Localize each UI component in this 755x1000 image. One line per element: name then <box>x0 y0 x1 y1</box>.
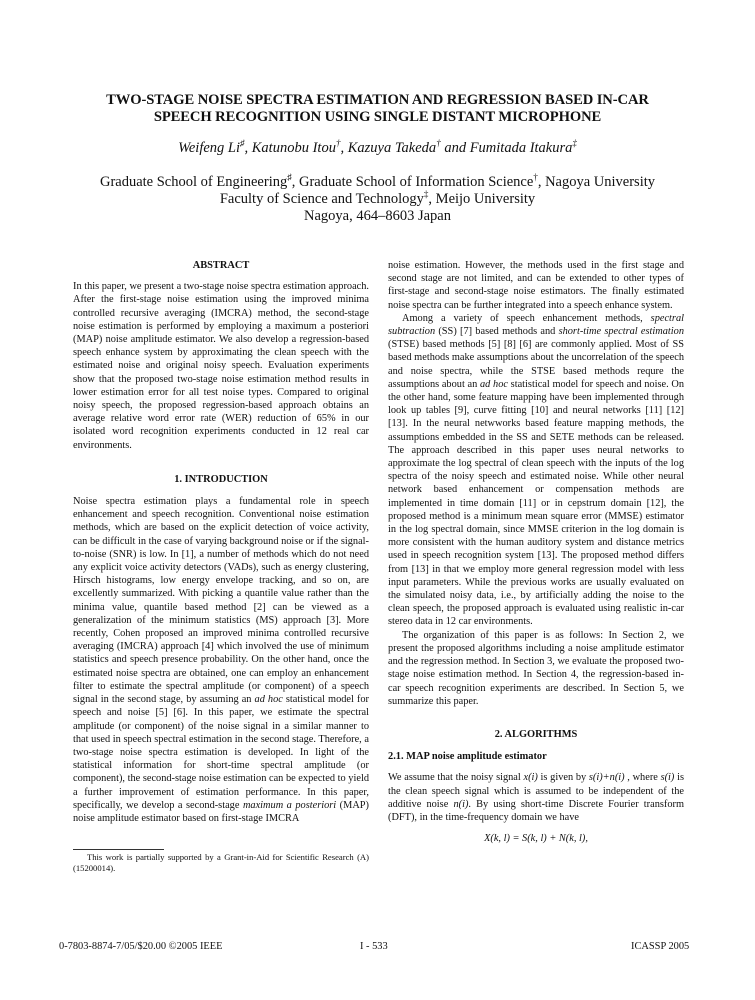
introduction-paragraph-3: The organization of this paper is as follows: In Section 2, we present the proposed algorithms including a noise amplitude estimator and the regression method. In Section 3, we evaluate the proposed two-stage noise estimation method. In Section 4, the regression-based in-car speech recognition experiments are described. In Section 5, we summarize this paper. <box>388 629 684 707</box>
algorithms-heading: 2. ALGORITHMS <box>494 728 578 740</box>
title-line-2: SPEECH RECOGNITION USING SINGLE DISTANT MICROPHONE <box>153 109 602 125</box>
introduction-continued: noise estimation. However, the methods used in the first stage and second stage are not limited, and can be extended to other types of first-stage and second-stage noise estimators. The finally estimated noise spectra can be further integrated into a speech enhance system. <box>388 260 684 311</box>
footer-page-number: I - 533 <box>360 941 388 952</box>
affiliation-line-1: Graduate School of Engineering♯, Graduate School of Information Science†, Nagoya University <box>99 172 655 190</box>
author-name: Katunobu Itou <box>251 140 336 156</box>
left-column <box>73 259 369 825</box>
abstract-heading: ABSTRACT <box>192 260 250 271</box>
introduction-paragraph-1: Noise spectra estimation plays a fundamental role in speech enhancement and speech recognition. Conventional noise estimation methods, which are based on the explicit detection of voice activity, can be difficult in the case of varying background noise or if the signal-to-noise (SNR) is low. In [1], a number of methods which do not need any explicit voice activity detectors (VADs), such as energy clustering, Hirsch histograms, low energy envelope tracking, and so on, are excellently summarized. With picking a quantile value rather than the minima value, quantile based method [2] can be viewed as a generalization of the minimum statistics (MS) approach [3]. More recently, Cohen proposed an improved minima controlled recursive averaging (IMCRA) approach [4] which involved the use of minimum statistics and speech presence probability. On the other hand, once the estimated noise spectra are obtained, one can employ an enhancement filter to estimate the spectral amplitude (or component) of a speech signal in the second stage, by assuming an ad hoc statistical model for speech and noise [5] [6]. In this paper, we estimate the spectral amplitude (or component) of the noise signal in a similar manner to that used in speech spectral estimation in the second stage. Therefore, a two-stage noise spectra estimation is developed. In light of the statistical information for short-time spectral amplitude (or component), the second-stage noise estimation can be expected to yield a further improvement of estimation performance. In this paper, specifically, we develop a second-stage maximum a posteriori (MAP) noise amplitude estimator based on first-stage IMCRA <box>73 496 369 824</box>
introduction-heading: 1. INTRODUCTION <box>174 473 268 485</box>
author-list: Weifeng Li♯, Katunobu Itou†, Kazuya Takeda† and Fumitada Itakura‡ <box>178 138 577 156</box>
author-mark: † <box>335 138 341 149</box>
paper-title <box>40 92 715 126</box>
affiliation-line-3: Nagoya, 464–8603 Japan <box>304 208 451 224</box>
algorithms-paragraph-1: We assume that the noisy signal x(i) is given by s(i)+n(i) , where s(i) is the clean speech signal which is assumed to be independent of the additive noise n(i). By using short-time Discrete Fourier transform (DFT), in the time-frequency domain we have <box>388 772 684 823</box>
footnote: This work is partially supported by a Grant-in-Aid for Scientific Research (A) (15200014). <box>73 852 369 873</box>
affiliations <box>40 174 715 225</box>
author-name: Fumitada Itakura <box>469 140 573 156</box>
affiliation-line-2: Faculty of Science and Technology‡, Meijo University <box>219 189 536 207</box>
footer-copyright: 0-7803-8874-7/05/$20.00 ©2005 IEEE <box>59 941 223 952</box>
map-estimator-subheading: 2.1. MAP noise amplitude estimator <box>388 751 547 763</box>
author-mark: † <box>436 138 441 149</box>
footnote-divider <box>73 849 164 850</box>
author-mark: ♯ <box>240 138 245 149</box>
equation-dft: X(k, l) = S(k, l) + N(k, l), <box>484 833 588 845</box>
author-name: Weifeng Li <box>178 140 241 156</box>
abstract-text: In this paper, we present a two-stage noise spectra estimation approach. After the first-stage noise estimation using the improved minima controlled recursive averaging (IMCRA) method, the second-stage noise estimation is performed by employing a maximum a posteriori (MAP) noise amplitude estimator. We also develop a regression-based speech enhance system by approximating the clean speech with the estimated noise and original noisy speech. Evaluation experiments show that the proposed two-stage noise estimation method results in lower estimation error for all test noise types. Compared to original noisy speech, the proposed regression-based approach obtains an average relative word error rate (WER) reduction of 65% in our isolated word recognition experiments conducted in 12 real car environments. <box>73 281 370 451</box>
title-line-1: TWO-STAGE NOISE SPECTRA ESTIMATION AND REGRESSION BASED IN-CAR <box>106 92 649 108</box>
author-mark: ‡ <box>572 138 577 149</box>
introduction-paragraph-2: Among a variety of speech enhancement methods, spectral subtraction (SS) [7] based methods and short-time spectral estimation (STSE) based methods [5] [8] [6] are commonly applied. Most of SS based methods make assumptions about the uncorrelation of the speech and noise spectra, while the STSE based methods requre the assumptions about an ad hoc statistical model for speech and noise. On the other hand, some feature mapping have been implemented through look up tables [9], curve fitting [10] and neural networks [11] [12] [13]. In the neural netwworks based feature mapping methods, the assumptions embedded in the SS and SETE methods can be released. The approach described in this paper uses neural networks to approximate the log spectral of clean speech with the inputs of the log spectra of the noisy speech and estimated noise. While other neural network based enhancement or compensation methods are implemented in time domain [11] or in cepstrum domain [12], the proposed method is a minimum mean square error (MMSE) estimator in the log spectral domain, since MMSE criterion in the log domain is more consistent with the human auditory system and distance metrics used in speech recognition system [13]. The proposed method differs from [13] in that we employ more general regression model with less input parameters. While the previous works are usually evaluated on the simulated noisy data, i.e., by artificially adding the noise to the clean speech, the proposed approach is evaluated using realistic in-car stereo data in 12 car environments. <box>388 312 684 628</box>
right-column <box>388 259 684 845</box>
footer-conference: ICASSP 2005 <box>631 941 690 952</box>
author-name: Kazuya Takeda <box>347 140 437 156</box>
